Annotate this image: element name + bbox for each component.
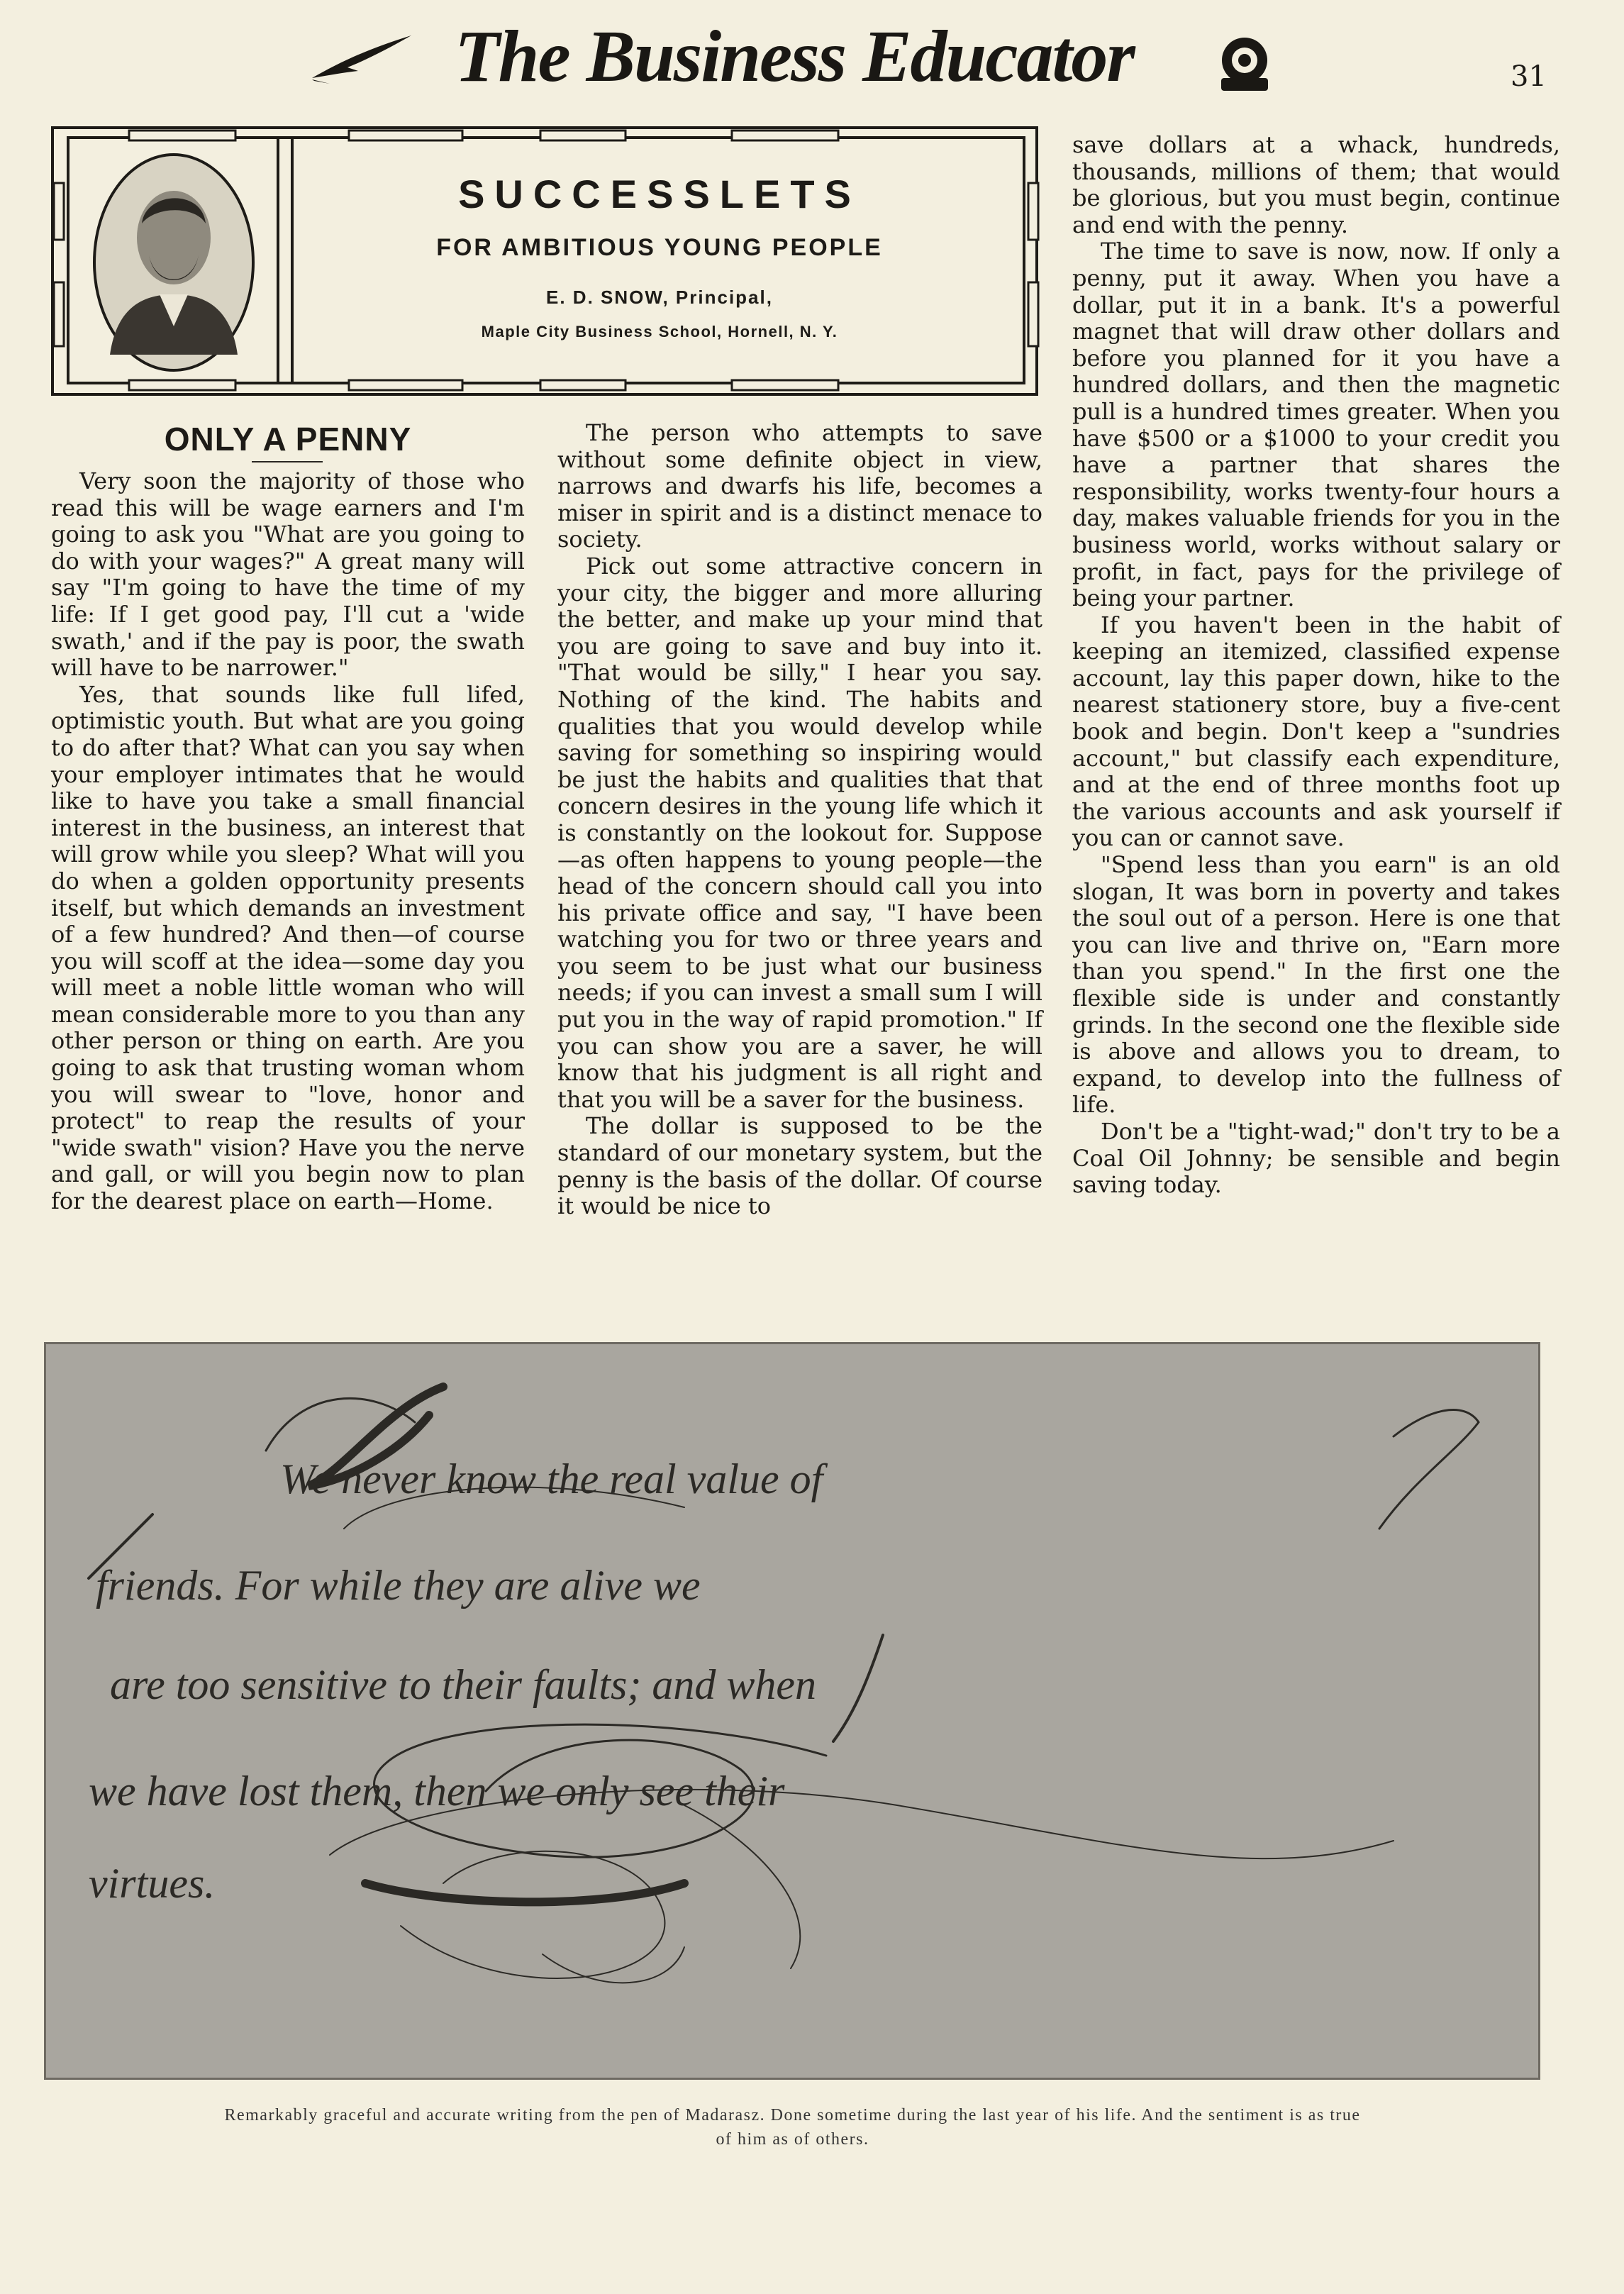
page-number: 31 <box>1511 60 1547 93</box>
article-column-3 <box>1072 132 1560 1199</box>
header-subtitle: FOR AMBITIOUS YOUNG PEOPLE <box>436 234 883 262</box>
paragraph: save dollars at a whack, hundreds, thousands, millions of them; that would be glorious, but you must begin, continue and end with the penny. <box>1072 131 1560 238</box>
script-line-4: we have lost them, then we only see their <box>89 1768 785 1814</box>
paragraph: "Spend less than you earn" is an old slogan, It was born in poverty and takes the soul out of a person. Here is one that you can live and thrive on, "Earn more than you spend." In the first one the flexible side is under and constantly grinds. In the second one the flexible side is above and allows you to dream, to expand, to develop into the fullness of life. <box>1072 851 1560 1119</box>
emblem-icon <box>1213 28 1277 99</box>
caption-line-2: of him as of others. <box>716 2130 869 2149</box>
specimen-caption <box>43 2103 1542 2151</box>
quill-icon <box>308 28 415 85</box>
paragraph: The time to save is now, now. If only a penny, put it away. When you have a dollar, put it in a bank. It's a powerful magnet that will draw other dollars and before you planned for it you have a hundred dollars, and then the magnetic pull is a hundred times greater. When you have $500 or a $1000 to your credit you have a partner that shares the responsibility, works twenty-four hours a day, makes valuable friends for you in the business world, works without salary or profit, in fact, pays for the privilege of being your partner. <box>1072 238 1560 612</box>
paragraph: Pick out some attractive concern in your city, the bigger and more alluring the better, and make up your mind that you are going to save and buy into it. "That would be silly," I hear you say. Nothing of the kind. The habits and qualities that you would develop while saving for something so inspiring would be just the habits and qualities that that concern desires in the young life which it is constantly on the lookout for. Suppose—as often happens to young people—the head of the concern should call you into his private office and say, "I have been watching you for two or three years and you seem to be just what our business needs; if you can invest a small sum I will put you in the way of rapid promotion." If you can show you are a saver, he will know that his judgment is all right and that you will be a saver for the business. <box>557 552 1042 1113</box>
script-line-2: friends. For while they are alive we <box>96 1562 701 1609</box>
script-line-1: We never know the real value of <box>280 1456 823 1502</box>
masthead-title: The Business Educator <box>455 16 1134 97</box>
paragraph: Yes, that sounds like full lifed, optimistic youth. But what are you going to do after that? What can you say when your employer intimates that he would like to have you take a small financial interest in the business, an interest that will grow while you sleep? What will you do when a golden opportunity presents itself, but which demands an investment of a few hundred? And then—of course you will scoff at the idea—some day you will meet a noble little woman who will mean considerable more to you than any other person or thing on earth. Are you going to ask that trusting woman whom you will swear to "love, honor and protect" to reap the results of your "wide swath" vision? Have you the nerve and gall, or will you begin now to plan for the dearest place on earth—Home. <box>51 680 525 1215</box>
paragraph: Very soon the majority of those who read this will be wage earners and I'm going to ask you "What are you going to do with your wages?" A great many will say "I'm going to have the time of my life: If I get good pay, I'll cut a 'wide swath,' and if the pay is poor, the swath will have to be narrower." <box>51 467 525 682</box>
title-rule <box>252 461 323 462</box>
article-title: ONLY A PENNY <box>164 421 412 458</box>
header-text <box>284 170 1035 341</box>
flourish-drawing <box>46 1344 1538 2078</box>
portrait-image <box>89 149 259 376</box>
paragraph: The person who attempts to save without some definite object in view, narrows and dwarfs his life, becomes a miser in spirit and is a distinct menace to society. <box>557 419 1042 553</box>
article-column-1 <box>51 468 525 1215</box>
header-principal: E. D. SNOW, Principal, <box>546 286 773 308</box>
script-line-5: virtues. <box>89 1860 216 1907</box>
caption-line-1: Remarkably graceful and accurate writing from the pen of Madarasz. Done sometime during the last year of his life. And the sentiment is as true <box>224 2106 1361 2124</box>
penmanship-specimen <box>44 1342 1540 2080</box>
script-line-3: are too sensitive to their faults; and when <box>110 1661 817 1708</box>
paragraph: Don't be a "tight-wad;" don't try to be a Coal Oil Johnny; be sensible and begin saving today. <box>1072 1117 1560 1199</box>
article-column-2 <box>557 420 1042 1220</box>
header-school: Maple City Business School, Hornell, N. Y. <box>481 322 838 340</box>
paragraph: The dollar is supposed to be the standard of our monetary system, but the penny is the basis of the dollar. Of course it would be nice to <box>557 1112 1042 1220</box>
paragraph: If you haven't been in the habit of keeping an itemized, classified expense account, lay this paper down, hike to the nearest stationery store, buy a five-cent book and begin. Don't keep a "sundries account," but classify each expenditure, and at the end of three months foot up the various accounts and ask yourself if you can or cannot save. <box>1072 611 1560 852</box>
header-title: SUCCESSLETS <box>458 172 861 216</box>
